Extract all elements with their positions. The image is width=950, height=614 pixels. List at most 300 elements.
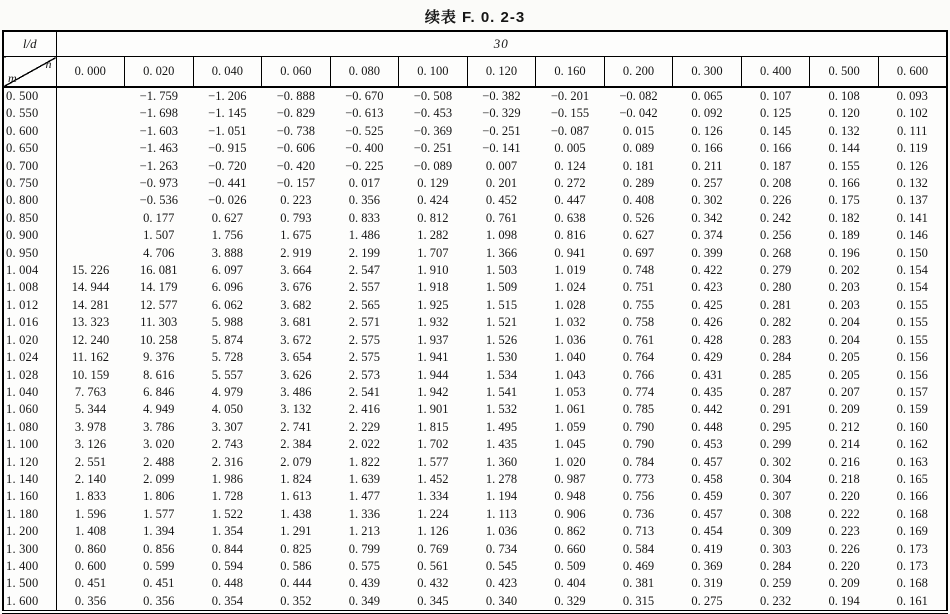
value-cell: −0. 720 [208, 158, 247, 173]
value-cell: 3. 786 [143, 419, 175, 434]
value-cell: −0. 400 [345, 141, 384, 156]
value-cell: 0. 769 [417, 541, 449, 556]
table-row [3, 123, 947, 140]
value-cell: 1. 613 [280, 489, 312, 504]
value-cell: −0. 508 [413, 89, 453, 103]
value-cell: 0. 457 [691, 506, 723, 521]
value-cell: 0. 833 [348, 210, 381, 225]
value-cell: 0. 102 [896, 106, 928, 121]
value-cell: 0. 374 [691, 228, 723, 243]
value-cell: 1. 639 [348, 471, 381, 486]
value-cell: 0. 369 [691, 558, 723, 573]
value-cell: 13. 323 [71, 315, 110, 330]
row-label-m: 1. 004 [3, 262, 56, 279]
value-cell: −0. 536 [139, 193, 178, 208]
value-cell: 0. 259 [759, 576, 792, 591]
value-cell: 2. 140 [74, 471, 107, 486]
value-cell: −0. 888 [276, 89, 316, 103]
value-cell: 1. 394 [143, 524, 175, 539]
value-cell: 0. 223 [280, 193, 312, 208]
value-cell: 0. 594 [211, 558, 243, 573]
value-cell: 3. 654 [280, 350, 312, 365]
col-header-n: 0. 120 [467, 57, 536, 88]
value-cell: 0. 444 [280, 576, 312, 591]
value-cell: 0. 285 [759, 367, 792, 382]
value-cell: 0. 141 [896, 210, 928, 225]
value-cell: 0. 439 [348, 576, 381, 591]
value-cell: 0. 816 [554, 228, 586, 243]
value-cell: −0. 453 [413, 106, 453, 121]
diagonal-axis-cell [3, 57, 56, 88]
row-label-m: 1. 160 [3, 488, 56, 505]
value-cell: −0. 329 [482, 106, 521, 121]
table-body [3, 87, 947, 612]
value-cell: 0. 203 [828, 280, 860, 295]
value-cell: 1. 019 [554, 263, 586, 278]
value-cell: 1. 596 [74, 506, 107, 521]
value-cell: 0. 222 [828, 506, 860, 521]
value-cell: 0. 150 [896, 245, 928, 260]
value-cell: 2. 022 [348, 437, 381, 452]
value-cell: 1. 532 [485, 402, 518, 417]
row-label-m: 1. 600 [3, 593, 56, 612]
value-cell: 0. 092 [691, 106, 723, 121]
value-cell: 0. 451 [143, 576, 175, 591]
value-cell: 1. 036 [485, 524, 518, 539]
value-cell: −0. 606 [276, 141, 316, 156]
value-cell: 1. 941 [417, 350, 449, 365]
row-label-m: 1. 140 [3, 471, 56, 488]
value-cell: 3. 126 [74, 437, 107, 452]
table-row [3, 140, 947, 157]
value-cell: 1. 526 [485, 332, 518, 347]
value-cell: 10. 159 [71, 367, 110, 382]
value-cell: 1. 530 [485, 350, 518, 365]
value-cell: 0. 281 [759, 297, 792, 312]
value-cell: 0. 155 [896, 332, 928, 347]
table-row [3, 227, 947, 244]
value-cell: 0. 454 [691, 524, 723, 539]
table-row [3, 175, 947, 192]
value-cell: 1. 043 [554, 367, 586, 382]
value-cell: 1. 059 [554, 419, 586, 434]
value-cell: 0. 302 [691, 193, 723, 208]
value-cell: 0. 748 [622, 263, 655, 278]
value-cell: 0. 132 [896, 176, 928, 191]
value-cell: 0. 201 [485, 176, 518, 191]
value-cell: 0. 713 [622, 524, 655, 539]
col-header-n: 0. 100 [399, 57, 468, 88]
table-row [3, 192, 947, 209]
value-cell: 6. 846 [143, 384, 175, 399]
value-cell: 2. 741 [280, 419, 312, 434]
value-cell: 5. 344 [74, 402, 107, 417]
value-cell: −1. 759 [139, 89, 178, 103]
value-cell: 0. 207 [828, 384, 860, 399]
table-row [3, 314, 947, 331]
value-cell: 4. 979 [211, 384, 243, 399]
table-row [3, 454, 947, 471]
value-cell: 0. 758 [622, 315, 655, 330]
value-cell: 0. 429 [691, 350, 723, 365]
value-cell: 0. 448 [691, 419, 723, 434]
value-cell: 11. 303 [140, 315, 178, 330]
value-cell: 0. 218 [828, 471, 860, 486]
value-cell: 2. 199 [348, 245, 381, 260]
value-cell: 0. 784 [622, 454, 655, 469]
value-cell: 0. 289 [622, 176, 655, 191]
value-cell: 0. 812 [417, 210, 449, 225]
value-cell: 1. 336 [348, 506, 381, 521]
value-cell: 3. 681 [280, 315, 312, 330]
value-cell: −0. 251 [482, 123, 521, 138]
value-cell: 0. 282 [759, 315, 792, 330]
value-cell: 1. 360 [485, 454, 518, 469]
value-cell: 0. 173 [896, 558, 928, 573]
row-label-m: 0. 650 [3, 140, 56, 157]
value-cell: 1. 113 [486, 506, 517, 521]
value-cell: 1. 408 [74, 524, 107, 539]
value-cell: 0. 354 [211, 593, 243, 608]
value-cell: 5. 988 [211, 315, 243, 330]
value-cell: 0. 015 [622, 123, 655, 138]
value-cell: 0. 447 [554, 193, 586, 208]
value-cell: 0. 304 [759, 471, 792, 486]
table-row [3, 436, 947, 453]
value-cell: 1. 024 [554, 280, 586, 295]
value-cell: 1. 918 [417, 280, 449, 295]
value-cell: 4. 706 [143, 245, 175, 260]
value-cell: 0. 600 [74, 558, 107, 573]
value-cell: 0. 291 [759, 402, 792, 417]
value-cell: 0. 284 [759, 350, 792, 365]
value-cell: 11. 162 [71, 350, 110, 365]
value-cell: 0. 161 [896, 593, 928, 608]
value-cell: 3. 682 [280, 297, 312, 312]
value-cell: 0. 425 [691, 297, 723, 312]
value-cell: −0. 973 [139, 176, 178, 191]
value-cell: 2. 743 [211, 437, 243, 452]
value-cell: 2. 919 [280, 245, 312, 260]
value-cell: 14. 944 [71, 280, 110, 295]
value-cell: −0. 225 [345, 158, 384, 173]
col-header-n: 0. 040 [193, 57, 262, 88]
value-cell: 1. 435 [485, 437, 518, 452]
value-cell: 0. 205 [828, 350, 860, 365]
value-cell: 0. 561 [417, 558, 449, 573]
value-cell: 1. 932 [417, 315, 449, 330]
row-label-m: 1. 500 [3, 575, 56, 592]
value-cell: 0. 751 [622, 280, 655, 295]
col-header-n: 0. 400 [741, 57, 810, 88]
value-cell: 1. 901 [417, 402, 449, 417]
value-cell: 0. 280 [759, 280, 792, 295]
table-row [3, 575, 947, 592]
row-label-m: 1. 012 [3, 297, 56, 314]
value-cell: 0. 381 [622, 576, 655, 591]
value-cell: 0. 756 [622, 489, 655, 504]
value-cell: 1. 577 [143, 506, 175, 521]
value-cell: 0. 125 [759, 106, 792, 121]
value-cell: 0. 452 [485, 193, 518, 208]
row-label-m: 0. 850 [3, 210, 56, 227]
row-label-m: 1. 080 [3, 419, 56, 436]
value-cell: 0. 307 [759, 489, 792, 504]
value-cell: 0. 129 [417, 176, 449, 191]
table-row [3, 158, 947, 175]
table-row [3, 558, 947, 575]
value-cell: −0. 420 [276, 158, 316, 173]
value-cell: 2. 488 [143, 454, 175, 469]
value-cell: 12. 577 [140, 297, 178, 312]
value-cell: 1. 507 [143, 228, 175, 243]
value-cell: 0. 120 [828, 106, 860, 121]
value-cell: 0. 146 [896, 228, 928, 243]
row-label-m: 1. 008 [3, 279, 56, 296]
value-cell: −0. 026 [208, 193, 247, 208]
value-cell: 0. 766 [622, 367, 655, 382]
value-cell: 1. 486 [348, 228, 381, 243]
value-cell: 2. 229 [348, 419, 381, 434]
value-cell: 0. 790 [622, 419, 655, 434]
value-cell: 1. 045 [554, 437, 586, 452]
value-cell: 0. 458 [691, 471, 723, 486]
value-cell: 1. 675 [280, 228, 312, 243]
value-cell: 0. 340 [485, 593, 518, 608]
value-cell: 0. 232 [759, 593, 792, 608]
axis-n-label: n [45, 57, 52, 71]
value-cell: 0. 144 [828, 141, 860, 156]
value-cell: 0. 419 [691, 541, 723, 556]
value-cell: 0. 177 [143, 210, 175, 225]
value-cell: 2. 575 [348, 332, 381, 347]
value-cell: 0. 017 [348, 176, 381, 191]
value-cell [56, 158, 125, 175]
value-cell: 0. 204 [828, 315, 860, 330]
table-row [3, 419, 947, 436]
value-cell: 0. 189 [828, 228, 860, 243]
value-cell: 0. 226 [828, 541, 860, 556]
value-cell: 0. 168 [896, 576, 928, 591]
value-cell: 2. 541 [348, 384, 381, 399]
value-cell: 5. 557 [211, 367, 243, 382]
value-cell: 0. 119 [896, 141, 928, 156]
value-cell: 0. 453 [691, 437, 723, 452]
value-cell: −0. 082 [619, 89, 658, 103]
value-cell: 0. 166 [691, 141, 723, 156]
value-cell: 0. 627 [211, 210, 243, 225]
value-cell: 0. 205 [828, 367, 860, 382]
value-cell: −1. 263 [139, 158, 178, 173]
value-cell: 0. 774 [622, 384, 655, 399]
value-cell: −0. 369 [413, 123, 453, 138]
value-cell: 0. 156 [896, 350, 928, 365]
value-cell: 3. 888 [211, 245, 243, 260]
table-row [3, 262, 947, 279]
value-cell: 1. 503 [485, 263, 518, 278]
value-cell: 0. 108 [828, 89, 860, 103]
col-header-n: 0. 080 [330, 57, 399, 88]
value-cell: 0. 166 [759, 141, 792, 156]
value-cell: 3. 307 [211, 419, 243, 434]
value-cell: 0. 948 [554, 489, 586, 504]
value-cell: 1. 522 [211, 506, 243, 521]
value-cell: 0. 283 [759, 332, 792, 347]
value-cell: −0. 087 [550, 123, 590, 138]
table-row [3, 367, 947, 384]
value-cell: 0. 442 [691, 402, 723, 417]
value-cell: 0. 208 [759, 176, 792, 191]
value-cell: 0. 342 [691, 210, 723, 225]
value-cell: 1. 577 [417, 454, 449, 469]
value-cell [56, 192, 125, 209]
value-cell: 0. 169 [896, 524, 928, 539]
value-cell [56, 123, 125, 140]
value-cell: 0. 856 [143, 541, 175, 556]
value-cell: 0. 457 [691, 454, 723, 469]
value-cell: 0. 431 [691, 367, 723, 382]
value-cell: 0. 451 [74, 576, 107, 591]
value-cell: 14. 179 [140, 280, 178, 295]
value-cell: 2. 571 [348, 315, 381, 330]
value-cell: 1. 040 [554, 350, 586, 365]
table-row [3, 87, 947, 105]
value-cell: 1. 702 [417, 437, 449, 452]
value-cell: 0. 315 [622, 593, 655, 608]
value-cell: −0. 201 [550, 89, 590, 103]
value-cell: 0. 279 [759, 263, 792, 278]
row-label-m: 1. 300 [3, 541, 56, 558]
value-cell: 0. 065 [691, 89, 723, 103]
value-cell: 0. 272 [554, 176, 586, 191]
value-cell: 0. 426 [691, 315, 723, 330]
value-cell: 0. 941 [554, 245, 586, 260]
value-cell: 0. 906 [554, 506, 586, 521]
value-cell: 0. 209 [828, 402, 860, 417]
value-cell: 0. 007 [485, 158, 518, 173]
value-cell: 0. 211 [691, 158, 723, 173]
value-cell: 3. 664 [280, 263, 312, 278]
table-row [3, 401, 947, 418]
value-cell: 0. 586 [280, 558, 312, 573]
value-cell: 1. 937 [417, 332, 449, 347]
value-cell: 0. 785 [622, 402, 655, 417]
value-cell: 1. 213 [348, 524, 381, 539]
table-row [3, 471, 947, 488]
value-cell: 0. 256 [759, 228, 792, 243]
value-cell: 0. 295 [759, 419, 792, 434]
value-cell: 0. 154 [896, 280, 928, 295]
value-cell: −1. 698 [139, 106, 178, 121]
value-cell: 1. 366 [485, 245, 518, 260]
value-cell: 0. 155 [828, 158, 860, 173]
value-cell: 0. 204 [828, 332, 860, 347]
row-label-m: 0. 900 [3, 227, 56, 244]
value-cell: 0. 862 [554, 524, 586, 539]
table-row [3, 279, 947, 296]
table-header [3, 31, 947, 87]
value-cell: 8. 616 [143, 367, 175, 382]
value-cell: −0. 613 [345, 106, 384, 121]
value-cell: 0. 345 [417, 593, 449, 608]
value-cell: 1. 053 [554, 384, 586, 399]
value-cell: 0. 404 [554, 576, 586, 591]
value-cell [56, 245, 125, 262]
value-cell: 3. 020 [143, 437, 175, 452]
value-cell: 0. 107 [759, 89, 792, 103]
value-cell: 2. 416 [348, 402, 381, 417]
value-cell: 0. 173 [896, 541, 928, 556]
value-cell: 0. 799 [348, 541, 381, 556]
value-cell: 3. 132 [280, 402, 312, 417]
value-cell: 0. 790 [622, 437, 655, 452]
table-row [3, 349, 947, 366]
value-cell: 1. 822 [348, 454, 381, 469]
value-cell: 2. 384 [280, 437, 312, 452]
value-cell: 6. 097 [211, 263, 243, 278]
value-cell: 0. 156 [896, 367, 928, 382]
value-cell: 0. 660 [554, 541, 586, 556]
value-cell: 0. 194 [828, 593, 860, 608]
value-cell: 0. 584 [622, 541, 655, 556]
value-cell: −0. 155 [550, 106, 590, 121]
value-cell: 0. 302 [759, 454, 792, 469]
value-cell: 1. 126 [417, 524, 449, 539]
value-cell: 0. 734 [485, 541, 518, 556]
value-cell: 1. 291 [280, 524, 312, 539]
value-cell: 0. 399 [691, 245, 723, 260]
table-title: 续表 F. 0. 2-3 [424, 9, 526, 26]
value-cell: 1. 061 [554, 402, 586, 417]
row-label-m: 1. 200 [3, 523, 56, 540]
value-cell: 4. 949 [143, 402, 175, 417]
value-cell: 0. 182 [828, 210, 860, 225]
value-cell: 0. 424 [417, 193, 449, 208]
value-cell: 0. 155 [896, 297, 928, 312]
value-cell: −0. 829 [276, 106, 316, 121]
table-row [3, 105, 947, 122]
value-cell: 0. 093 [896, 89, 928, 103]
value-cell [56, 175, 125, 192]
value-cell: 0. 329 [554, 593, 586, 608]
row-label-m: 1. 024 [3, 349, 56, 366]
value-cell: 0. 356 [74, 593, 107, 608]
value-cell: 0. 825 [280, 541, 312, 556]
value-cell: 0. 356 [143, 593, 175, 608]
value-cell: 3. 486 [280, 384, 312, 399]
value-cell: 3. 672 [280, 332, 312, 347]
row-label-m: 0. 600 [3, 123, 56, 140]
value-cell: 1. 028 [554, 297, 586, 312]
value-cell: 0. 545 [485, 558, 518, 573]
value-cell: 1. 806 [143, 489, 175, 504]
value-cell: 1. 036 [554, 332, 586, 347]
value-cell: −0. 089 [413, 158, 453, 173]
table-row [3, 523, 947, 540]
axis-m-label: m [8, 71, 17, 85]
value-cell: 0. 448 [211, 576, 243, 591]
value-cell: 0. 422 [691, 263, 723, 278]
value-cell: 1. 438 [280, 506, 312, 521]
value-cell: 0. 166 [896, 489, 928, 504]
value-cell: 0. 175 [828, 193, 860, 208]
value-cell: 0. 166 [828, 176, 860, 191]
value-cell: 0. 319 [691, 576, 723, 591]
value-cell: 1. 815 [417, 419, 449, 434]
col-header-n: 0. 060 [262, 57, 331, 88]
value-cell: −0. 738 [276, 123, 316, 138]
value-cell: 1. 521 [485, 315, 518, 330]
